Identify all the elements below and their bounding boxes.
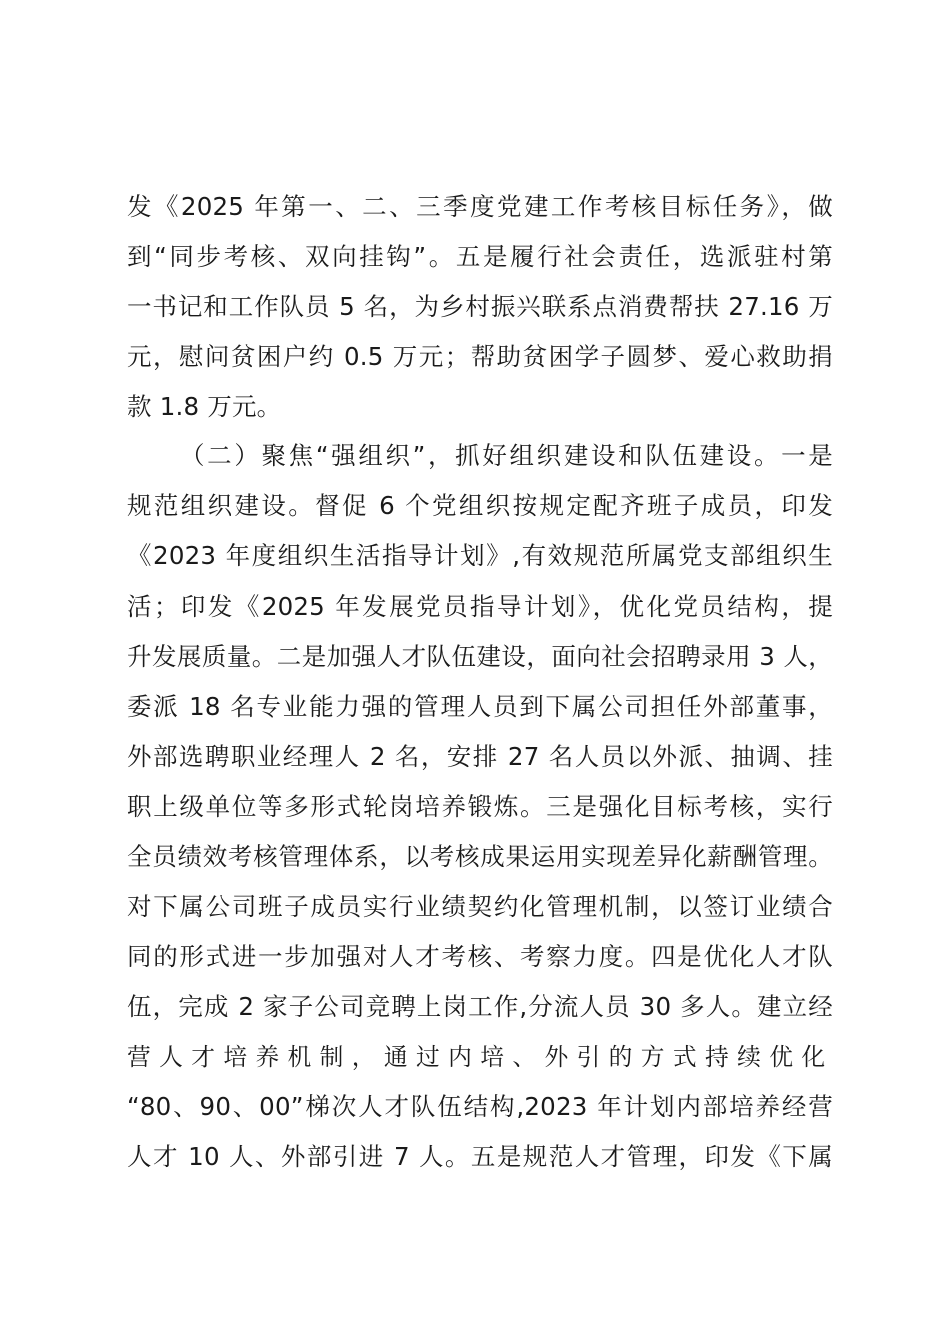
text-line: 一书记和工作队员 5 名，为乡村振兴联系点消费帮扶 27.16 万	[127, 292, 833, 321]
section-heading-line: （二）聚焦“强组织”，抓好组织建设和队伍建设。一是	[180, 441, 833, 470]
text-line: “80、90、00”梯次人才队伍结构,2023 年计划内部培养经营	[127, 1092, 833, 1121]
text-line: 同的形式进一步加强对人才考核、考察力度。四是优化人才队	[127, 942, 833, 971]
text-line: 人才 10 人、外部引进 7 人。五是规范人才管理，印发《下属	[127, 1142, 833, 1171]
text-line: 职上级单位等多形式轮岗培养锻炼。三是强化目标考核，实行	[127, 792, 833, 821]
text-line: 委派 18 名专业能力强的管理人员到下属公司担任外部董事，	[127, 692, 833, 721]
text-line: 元，慰问贫困户约 0.5 万元；帮助贫困学子圆梦、爱心救助捐	[127, 342, 833, 371]
text-line: 营人才培养机制，通过内培、外引的方式持续优化	[127, 1043, 833, 1071]
text-line: 《2023 年度组织生活指导计划》,有效规范所属党支部组织生	[127, 541, 833, 570]
text-line: 款 1.8 万元。	[127, 392, 282, 421]
text-line: 规范组织建设。督促 6 个党组织按规定配齐班子成员，印发	[127, 491, 833, 520]
text-line: 到“同步考核、双向挂钩”。五是履行社会责任，选派驻村第	[127, 242, 833, 271]
text-line: 发《2025 年第一、二、三季度党建工作考核目标任务》，做	[127, 192, 833, 221]
text-line: 伍，完成 2 家子公司竞聘上岗工作,分流人员 30 多人。建立经	[127, 992, 833, 1021]
text-line: 全员绩效考核管理体系，以考核成果运用实现差异化薪酬管理。	[127, 842, 833, 871]
text-line: 升发展质量。二是加强人才队伍建设，面向社会招聘录用 3 人，	[127, 642, 833, 671]
text-line: 对下属公司班子成员实行业绩契约化管理机制，以签订业绩合	[127, 892, 833, 921]
text-line: 活；印发《2025 年发展党员指导计划》，优化党员结构，提	[127, 592, 833, 621]
text-line: 外部选聘职业经理人 2 名，安排 27 名人员以外派、抽调、挂	[127, 742, 833, 771]
